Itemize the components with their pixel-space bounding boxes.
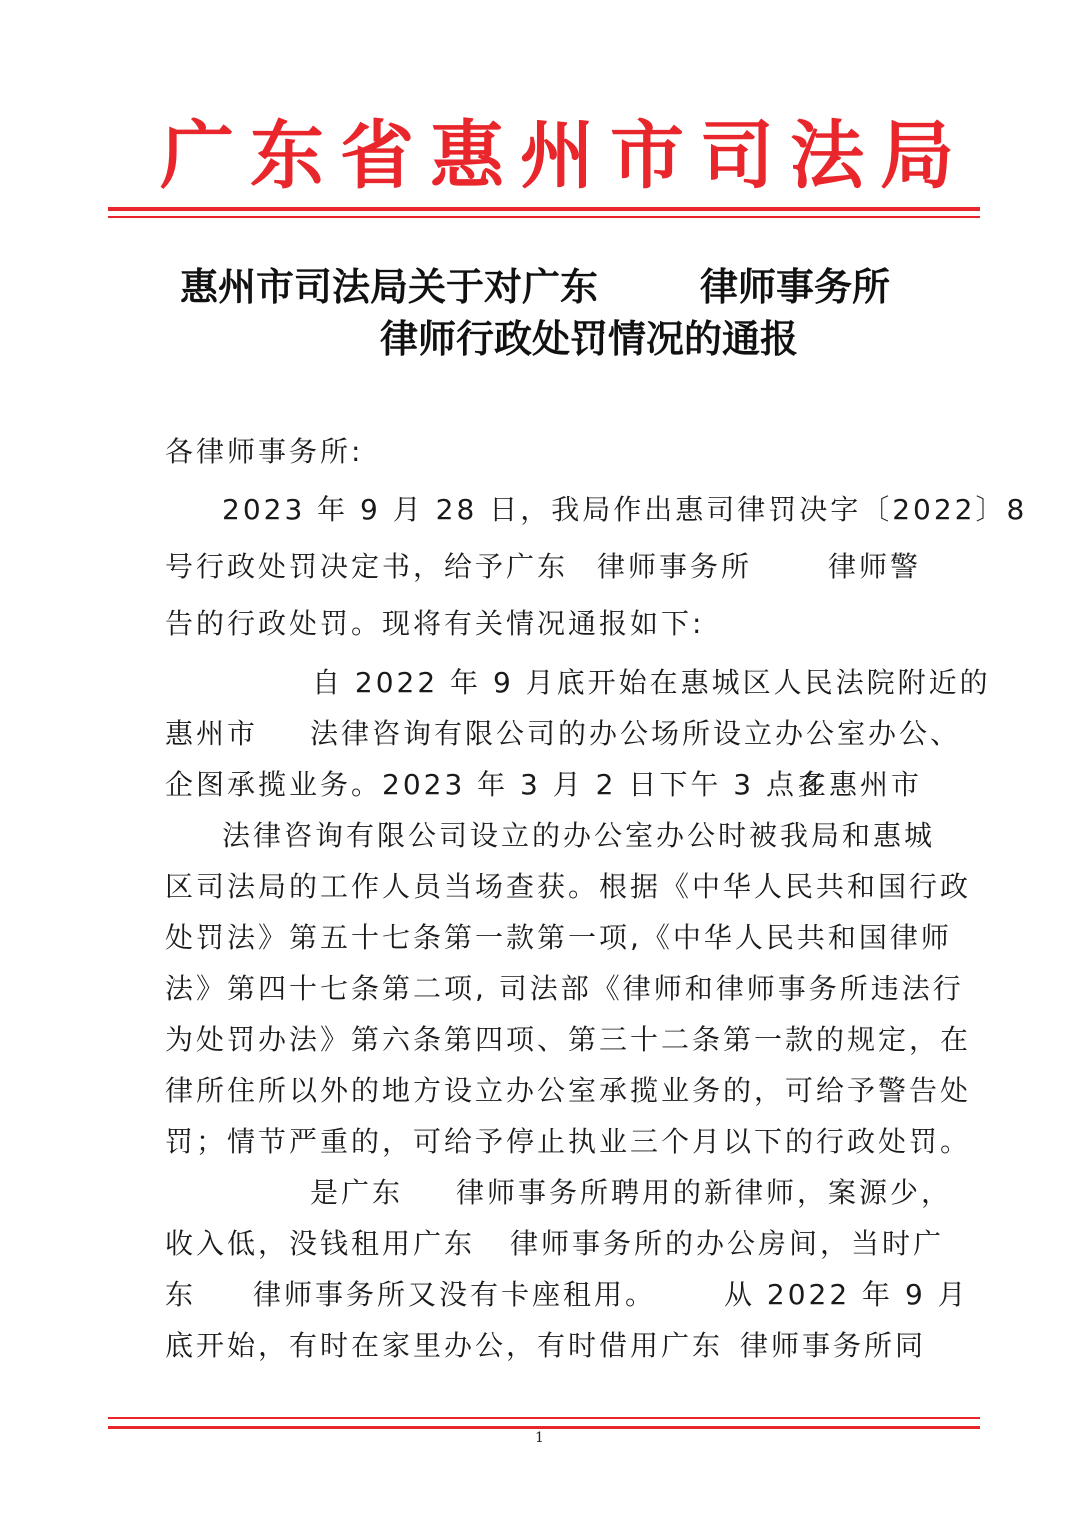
paragraph-line: 惠州市 (165, 717, 259, 750)
paragraph-line: 企图承揽业务。2023 年 3 月 2 日下午 3 点多 (165, 768, 829, 801)
doc-title-line2: 律师行政处罚情况的通报 (380, 316, 799, 361)
page-number: 1 (535, 1430, 544, 1446)
paragraph-line: 告的行政处罚。现将有关情况通报如下: (165, 607, 705, 640)
masthead-org-name: 广东省惠州市司法局 (160, 113, 970, 199)
paragraph-line: 律师事务所又没有卡座租用。 (253, 1278, 657, 1311)
paragraph-line: 收入低，没钱租用广东 (165, 1227, 476, 1260)
paragraph-line: 律师警 (828, 550, 922, 583)
doc-title-line1-part2: 律师事务所 (700, 264, 891, 309)
paragraph-line: 律师事务所 (597, 550, 753, 583)
footer-rule-thick (108, 1426, 980, 1429)
paragraph-line: 法律咨询有限公司的办公场所设立办公室办公、 (310, 717, 962, 750)
footer-rule-thin (108, 1417, 980, 1419)
paragraph-line: 处罚法》第五十七条第一款第一项,《中华人民共和国律师 (165, 921, 952, 954)
paragraph-line: 法律咨询有限公司设立的办公室办公时被我局和惠城 (222, 819, 936, 852)
paragraph-line: 号行政处罚决定书，给予广东 (165, 550, 569, 583)
paragraph-line: 律所住所以外的地方设立办公室承揽业务的，可给予警告处 (165, 1074, 972, 1107)
paragraph-line: 罚；情节严重的，可给予停止执业三个月以下的行政处罚。 (165, 1125, 972, 1158)
paragraph-line: 2023 年 9 月 28 日，我局作出惠司律罚决字〔2022〕8 (222, 493, 1028, 526)
paragraph-line: 律师事务所聘用的新律师，案源少， (456, 1176, 953, 1209)
paragraph-line: 是广东 (310, 1176, 404, 1209)
doc-title-line1-part1: 惠州市司法局关于对广东 (180, 264, 599, 309)
paragraph-line: 为处罚办法》第六条第四项、第三十二条第一款的规定，在 (165, 1023, 972, 1056)
paragraph-line: 从 2022 年 9 月 (724, 1278, 969, 1311)
masthead-rule-thin (108, 216, 980, 218)
paragraph-line: 律师事务所的办公房间，当时广 (510, 1227, 945, 1260)
paragraph-line: 底开始，有时在家里办公，有时借用广东 (165, 1329, 724, 1362)
paragraph-line: 自 2022 年 9 月底开始在惠城区人民法院附近的 (312, 666, 991, 699)
masthead-rule-thick (108, 207, 980, 211)
salutation: 各律师事务所: (165, 435, 364, 468)
paragraph-line: 法》第四十七条第二项, 司法部《律师和律师事务所违法行 (165, 972, 964, 1005)
paragraph-line: 在惠州市 (798, 768, 923, 801)
paragraph-line: 东 (165, 1278, 197, 1311)
paragraph-line: 律师事务所同 (740, 1329, 927, 1362)
paragraph-line: 区司法局的工作人员当场查获。根据《中华人民共和国行政 (165, 870, 972, 903)
